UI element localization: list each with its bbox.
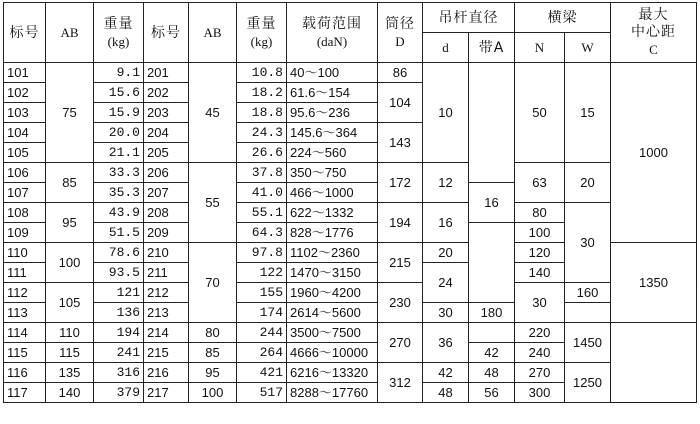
- weight-cell: 9.1: [94, 63, 144, 83]
- tube-diameter-cell: 172: [378, 163, 423, 203]
- beam-n-cell: 80: [515, 203, 565, 223]
- rod-a-empty-cell: [469, 63, 515, 183]
- header-mark-2: 标号: [144, 3, 189, 63]
- rod-a-empty-cell: [469, 323, 515, 343]
- ab-cell: 85: [189, 343, 237, 363]
- rod-a-cell: 16: [469, 183, 515, 223]
- rod-d-cell: 24: [423, 263, 469, 303]
- beam-n-cell: 270: [515, 363, 565, 383]
- beam-n-cell: 100: [515, 223, 565, 243]
- center-distance-cell: 1350: [611, 243, 697, 323]
- beam-n-cell: 63: [515, 163, 565, 203]
- load-range-cell: 6216～13320: [287, 363, 378, 383]
- tube-diameter-cell: 215: [378, 243, 423, 283]
- table-row: [4, 363, 697, 383]
- ab-cell: 115: [46, 343, 94, 363]
- mark-cell: 212: [144, 283, 189, 303]
- load-range-cell: 350～750: [287, 163, 378, 183]
- weight-cell: 15.6: [94, 83, 144, 103]
- weight-cell: 41.0: [237, 183, 287, 203]
- beam-w-cell: 30: [565, 203, 611, 283]
- mark-cell: 113: [4, 303, 46, 323]
- mark-cell: 217: [144, 383, 189, 403]
- header-rod-diameter: 吊杆直径: [423, 3, 515, 33]
- mark-cell: 101: [4, 63, 46, 83]
- beam-n-cell: 160: [565, 283, 611, 303]
- table-row: [4, 203, 697, 223]
- header-max-center-distance: 最大 中心距 C: [611, 3, 697, 63]
- mark-cell: 209: [144, 223, 189, 243]
- load-range-cell: 95.6～236: [287, 103, 378, 123]
- mark-cell: 216: [144, 363, 189, 383]
- mark-cell: 109: [4, 223, 46, 243]
- ab-cell: 100: [46, 243, 94, 283]
- mark-cell: 205: [144, 143, 189, 163]
- table-row: [4, 63, 697, 83]
- load-range-cell: 2614～5600: [287, 303, 378, 323]
- weight-cell: 421: [237, 363, 287, 383]
- rod-d-cell: 30: [423, 303, 469, 323]
- load-range-cell: 828～1776: [287, 223, 378, 243]
- load-range-cell: 224～560: [287, 143, 378, 163]
- weight-cell: 379: [94, 383, 144, 403]
- weight-cell: 155: [237, 283, 287, 303]
- weight-cell: 97.8: [237, 243, 287, 263]
- weight-cell: 244: [237, 323, 287, 343]
- tube-diameter-cell: 104: [378, 83, 423, 123]
- load-range-cell: 3500～7500: [287, 323, 378, 343]
- rod-a-cell: 30: [515, 283, 565, 323]
- rod-a-cell: 56: [469, 383, 515, 403]
- mark-cell: 115: [4, 343, 46, 363]
- mark-cell: 206: [144, 163, 189, 183]
- tube-diameter-cell: 86: [378, 63, 423, 83]
- ab-cell: 110: [46, 323, 94, 343]
- beam-w-cell: 20: [565, 163, 611, 203]
- tube-diameter-cell: 143: [378, 123, 423, 163]
- mark-cell: 207: [144, 183, 189, 203]
- ab-cell: 140: [46, 383, 94, 403]
- header-tube-diameter: 筒径 D: [378, 3, 423, 63]
- weight-cell: 10.8: [237, 63, 287, 83]
- header-weight-1: 重量 (kg): [94, 3, 144, 63]
- beam-w-cell: 15: [565, 63, 611, 163]
- mark-cell: 202: [144, 83, 189, 103]
- mark-cell: 211: [144, 263, 189, 283]
- header-load-range: 载荷范围 (daN): [287, 3, 378, 63]
- load-range-cell: 1470～3150: [287, 263, 378, 283]
- weight-cell: 20.0: [94, 123, 144, 143]
- table-row: [4, 303, 697, 323]
- mark-cell: 203: [144, 103, 189, 123]
- header-beam-n: N: [515, 33, 565, 63]
- load-range-cell: 1960～4200: [287, 283, 378, 303]
- mark-cell: 105: [4, 143, 46, 163]
- beam-n-cell: 50: [515, 63, 565, 163]
- mark-cell: 208: [144, 203, 189, 223]
- weight-cell: 21.1: [94, 143, 144, 163]
- weight-cell: 136: [94, 303, 144, 323]
- ab-cell: 95: [46, 203, 94, 243]
- mark-cell: 215: [144, 343, 189, 363]
- load-range-cell: 61.6～154: [287, 83, 378, 103]
- ab-cell: 85: [46, 163, 94, 203]
- weight-cell: 33.3: [94, 163, 144, 183]
- rod-d-cell: 48: [423, 383, 469, 403]
- ab-cell: 135: [46, 363, 94, 383]
- table-row: [4, 283, 697, 303]
- mark-cell: 114: [4, 323, 46, 343]
- ab-cell: 100: [189, 383, 237, 403]
- center-distance-cell: 1000: [611, 63, 697, 243]
- weight-cell: 37.8: [237, 163, 287, 183]
- rod-a-cell: 48: [469, 363, 515, 383]
- weight-cell: 517: [237, 383, 287, 403]
- header-ab-1: AB: [46, 3, 94, 63]
- mark-cell: 210: [144, 243, 189, 263]
- header-weight-2: 重量 (kg): [237, 3, 287, 63]
- weight-cell: 316: [94, 363, 144, 383]
- table-row: [4, 323, 697, 343]
- weight-cell: 174: [237, 303, 287, 323]
- header-cross-beam: 横梁: [515, 3, 611, 33]
- beam-n-cell: 180: [469, 303, 515, 323]
- tube-diameter-cell: 270: [378, 323, 423, 363]
- beam-n-cell: 240: [515, 343, 565, 363]
- mark-cell: 108: [4, 203, 46, 223]
- mark-cell: 201: [144, 63, 189, 83]
- tube-diameter-cell: 312: [378, 363, 423, 403]
- rod-d-cell: 20: [423, 243, 469, 263]
- mark-cell: 213: [144, 303, 189, 323]
- ab-cell: 80: [189, 323, 237, 343]
- weight-cell: 64.3: [237, 223, 287, 243]
- center-distance-cell: 1450: [565, 323, 611, 363]
- rod-d-cell: 36: [423, 323, 469, 363]
- ab-cell: 95: [189, 363, 237, 383]
- tube-diameter-cell: 194: [378, 203, 423, 243]
- mark-cell: 116: [4, 363, 46, 383]
- beam-n-cell: 300: [515, 383, 565, 403]
- mark-cell: 204: [144, 123, 189, 143]
- mark-cell: 117: [4, 383, 46, 403]
- mark-cell: 106: [4, 163, 46, 183]
- weight-cell: 264: [237, 343, 287, 363]
- ab-cell: 70: [189, 243, 237, 323]
- weight-cell: 51.5: [94, 223, 144, 243]
- weight-cell: 93.5: [94, 263, 144, 283]
- load-range-cell: 40～100: [287, 63, 378, 83]
- center-distance-cell: 1250: [565, 363, 611, 403]
- mark-cell: 102: [4, 83, 46, 103]
- load-range-cell: 466～1000: [287, 183, 378, 203]
- ab-cell: 55: [189, 163, 237, 243]
- weight-cell: 35.3: [94, 183, 144, 203]
- mark-cell: 214: [144, 323, 189, 343]
- header-mark-1: 标号: [4, 3, 46, 63]
- load-range-cell: 622～1332: [287, 203, 378, 223]
- weight-cell: 15.9: [94, 103, 144, 123]
- header-ab-2: AB: [189, 3, 237, 63]
- mark-cell: 110: [4, 243, 46, 263]
- weight-cell: 26.6: [237, 143, 287, 163]
- weight-cell: 18.8: [237, 103, 287, 123]
- rod-d-cell: 42: [423, 363, 469, 383]
- weight-cell: 78.6: [94, 243, 144, 263]
- weight-cell: 122: [237, 263, 287, 283]
- header-rod-d: d: [423, 33, 469, 63]
- weight-cell: 24.3: [237, 123, 287, 143]
- weight-cell: 194: [94, 323, 144, 343]
- weight-cell: 55.1: [237, 203, 287, 223]
- load-range-cell: 145.6～364: [287, 123, 378, 143]
- table-row: [4, 163, 697, 183]
- beam-n-cell: 120: [515, 243, 565, 263]
- weight-cell: 241: [94, 343, 144, 363]
- weight-cell: 43.9: [94, 203, 144, 223]
- load-range-cell: 4666～10000: [287, 343, 378, 363]
- rod-d-cell: 10: [423, 63, 469, 163]
- tube-diameter-cell: 230: [378, 283, 423, 323]
- mark-cell: 107: [4, 183, 46, 203]
- mark-cell: 112: [4, 283, 46, 303]
- ab-cell: 45: [189, 63, 237, 163]
- rod-d-cell: 12: [423, 163, 469, 203]
- rod-d-cell: 16: [423, 203, 469, 243]
- ab-cell: 75: [46, 63, 94, 163]
- load-range-cell: 1102～2360: [287, 243, 378, 263]
- mark-cell: 103: [4, 103, 46, 123]
- header-rod-a: 带A: [469, 33, 515, 63]
- header-beam-w: W: [565, 33, 611, 63]
- mark-cell: 111: [4, 263, 46, 283]
- beam-n-cell: 220: [515, 323, 565, 343]
- rod-a-empty-cell: [469, 223, 515, 303]
- weight-cell: 121: [94, 283, 144, 303]
- rod-a-cell: 42: [469, 343, 515, 363]
- spring-hanger-spec-table: [3, 2, 697, 403]
- mark-cell: 104: [4, 123, 46, 143]
- ab-cell: 105: [46, 283, 94, 323]
- weight-cell: 18.2: [237, 83, 287, 103]
- load-range-cell: 8288～17760: [287, 383, 378, 403]
- beam-n-cell: 140: [515, 263, 565, 283]
